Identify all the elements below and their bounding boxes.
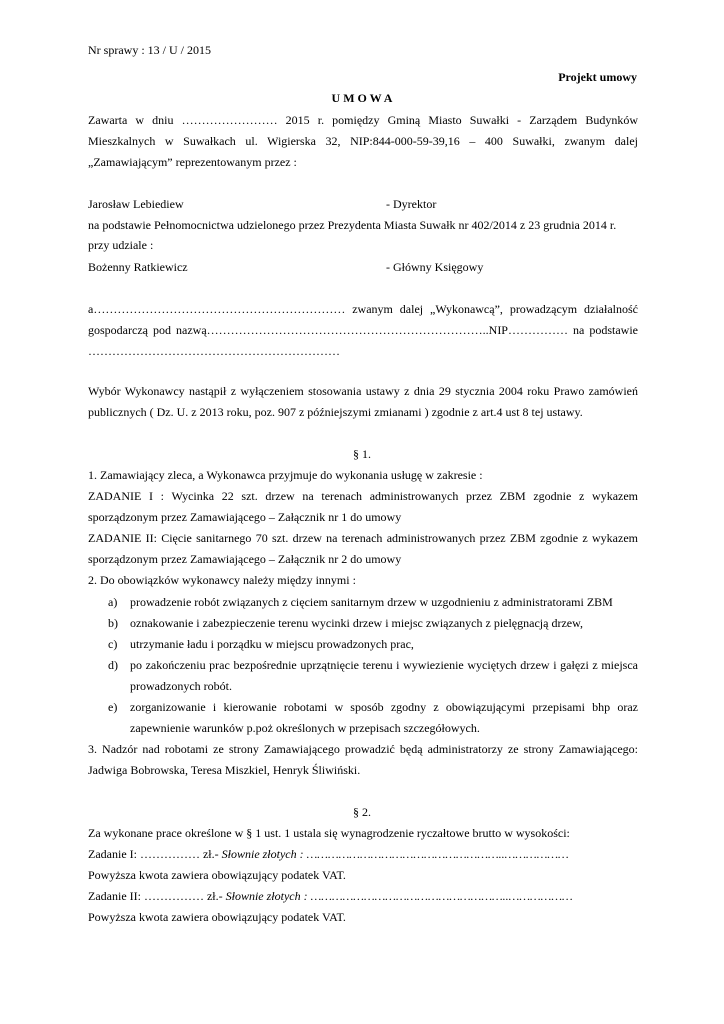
section1-paragraph: 1. Zamawiający zleca, a Wykonawca przyjmuje do wykonania usługę w zakresie : bbox=[88, 468, 483, 482]
list-item: prowadzenie robót związanych z cięciem sanitarnym drzew w uzgodnieniu z administratorami ZBM bbox=[130, 595, 613, 609]
case-number: Nr sprawy : 13 / U / 2015 bbox=[88, 43, 211, 57]
document-title: U M O W A bbox=[331, 91, 393, 105]
payment-line bbox=[88, 847, 569, 861]
with-line: przy udziale : bbox=[88, 238, 154, 252]
proxy-line: na podstawie Pełnomocnictwa udzielonego przez Prezydenta Miasta Suwałk nr 402/2014 z 23 grudnia 2014 r. bbox=[88, 218, 617, 232]
payment-amount: Zadanie II: …………… zł.- bbox=[88, 889, 226, 903]
list-item-continuation: prowadzonych robót. bbox=[130, 679, 232, 693]
representative-role: - Dyrektor bbox=[386, 197, 437, 211]
payment-in-words: Słownie złotych : ………………………………………………..……………… bbox=[221, 847, 569, 861]
task-line: sporządzonym przez Zamawiającego – Załącznik nr 1 do umowy bbox=[88, 510, 402, 524]
task-line: ZADANIE I : Wycinka 22 szt. drzew na terenach administrowanych przez ZBM zgodnie z wykazem bbox=[88, 489, 638, 503]
vat-note: Powyższa kwota zawiera obowiązujący podatek VAT. bbox=[88, 910, 346, 924]
payment-line bbox=[88, 889, 573, 903]
contractor-line: gospodarczą pod nazwą……………………………………………………………..NIP…………… na podstawie bbox=[88, 323, 638, 337]
list-item-continuation: zapewnienie warunków p.poż określonych w przepisach szczegółowych. bbox=[130, 721, 480, 735]
list-item-letter: a) bbox=[108, 595, 118, 609]
section1-paragraph: 2. Do obowiązków wykonawcy należy między innymi : bbox=[88, 573, 356, 587]
contractor-line: ……………………………………………………… bbox=[88, 344, 340, 358]
contractor-line: a……………………………………………………… zwanym dalej „Wykonawcą”, prowadzącym działalność bbox=[88, 302, 638, 316]
intro-line: „Zamawiającym” reprezentowanym przez : bbox=[88, 155, 297, 169]
task-line: sporządzonym przez Zamawiającego – Załącznik nr 2 do umowy bbox=[88, 552, 402, 566]
payment-amount: Zadanie I: …………… zł.- bbox=[88, 847, 222, 861]
task-line: ZADANIE II: Cięcie sanitarnego 70 szt. drzew na terenach administrowanych przez ZBM zgodnie z wykazem bbox=[88, 531, 638, 545]
list-item-letter: d) bbox=[108, 658, 118, 672]
selection-line: publicznych ( Dz. U. z 2013 roku, poz. 907 z późniejszymi zmianami ) zgodnie z art.4 ust 8 tej ustawy. bbox=[88, 405, 583, 419]
representative-name: Jarosław Lebiediew bbox=[88, 197, 184, 211]
list-item-letter: c) bbox=[108, 637, 118, 651]
list-item-letter: b) bbox=[108, 616, 118, 630]
list-item: utrzymanie ładu i porządku w miejscu prowadzonych prac, bbox=[130, 637, 414, 651]
representative-role: - Główny Księgowy bbox=[386, 260, 484, 274]
list-item: oznakowanie i zabezpieczenie terenu wycinki drzew i miejsc związanych z pielęgnacją drzew, bbox=[130, 616, 583, 630]
list-item-letter: e) bbox=[108, 700, 118, 714]
intro-line: Zawarta w dniu …………………… 2015 r. pomiędzy Gminą Miasto Suwałki - Zarządem Budynków bbox=[88, 113, 638, 127]
supervision-line: Jadwiga Bobrowska, Teresa Miszkiel, Henryk Śliwiński. bbox=[88, 763, 361, 777]
representative-name: Bożenny Ratkiewicz bbox=[88, 260, 188, 274]
supervision-line: 3. Nadzór nad robotami ze strony Zamawiającego prowadzić będą administratorzy ze strony Zamawiającego: bbox=[88, 742, 638, 756]
list-item: po zakończeniu prac bezpośrednie uprzątnięcie terenu i wywiezienie wyciętych drzew i gałęzi z miejsca bbox=[130, 658, 638, 672]
section-heading: § 2. bbox=[353, 805, 371, 819]
selection-line: Wybór Wykonawcy nastąpił z wyłączeniem stosowania ustawy z dnia 29 stycznia 2004 roku Prawo zamówień bbox=[88, 384, 638, 398]
draft-label: Projekt umowy bbox=[558, 70, 637, 84]
section2-paragraph: Za wykonane prace określone w § 1 ust. 1 ustala się wynagrodzenie ryczałtowe brutto w wysokości: bbox=[88, 826, 570, 840]
payment-in-words: Słownie złotych : ………………………………………………..……………… bbox=[225, 889, 573, 903]
vat-note: Powyższa kwota zawiera obowiązujący podatek VAT. bbox=[88, 868, 346, 882]
section-heading: § 1. bbox=[353, 447, 371, 461]
intro-line: Mieszkalnych w Suwałkach ul. Wigierska 32, NIP:844-000-59-39,16 – 400 Suwałki, zwanym dalej bbox=[88, 134, 638, 148]
list-item: zorganizowanie i kierowanie robotami w sposób zgodny z obowiązującymi przepisami bhp oraz bbox=[130, 700, 638, 714]
